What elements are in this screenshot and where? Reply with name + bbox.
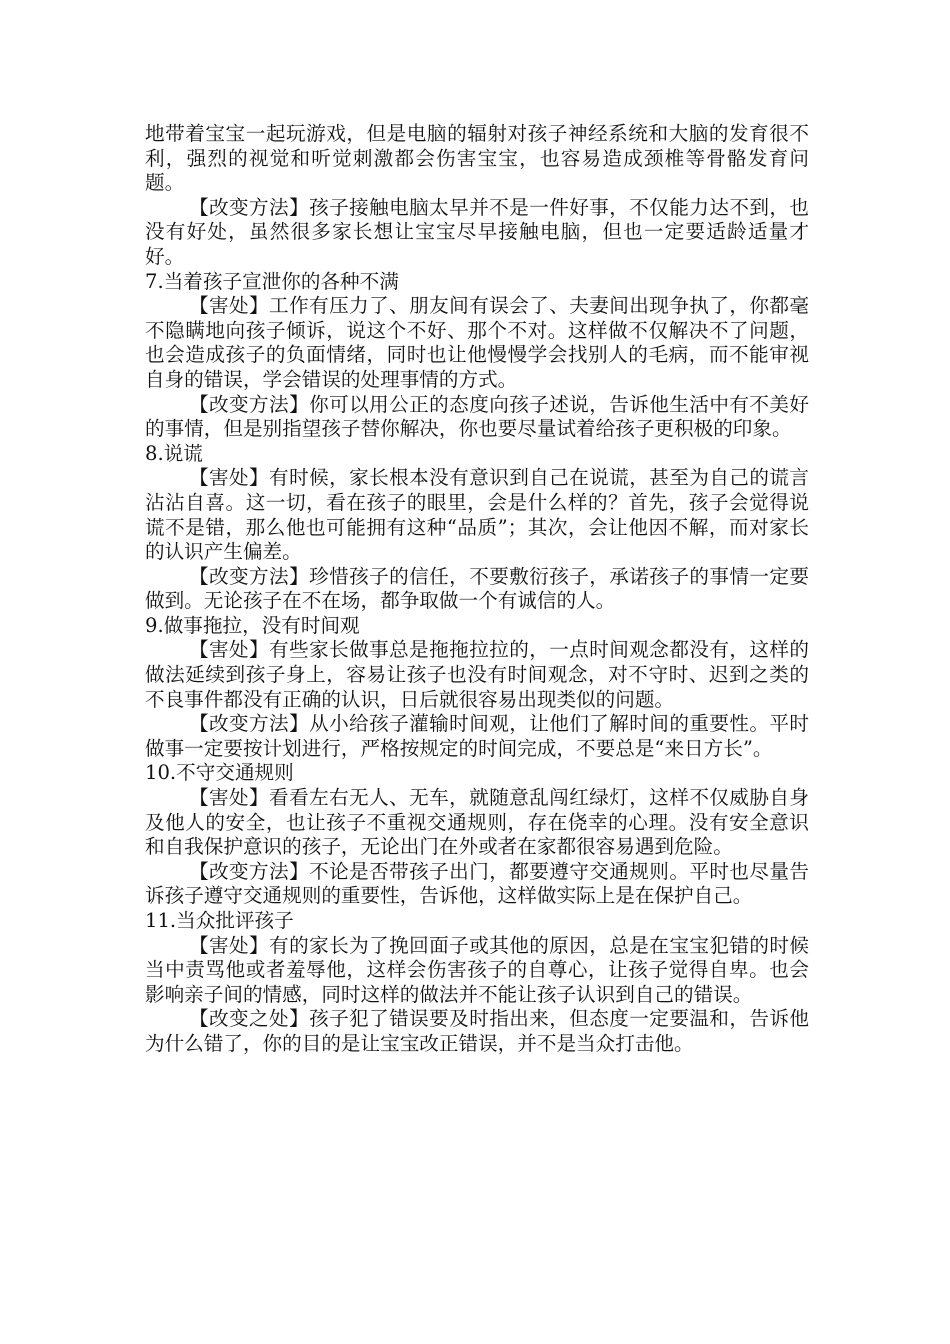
paragraph-change-method: 【改变方法】从小给孩子灌输时间观，让他们了解时间的重要性。平时做事一定要按计划进行，严格按规定的时间完成，不要总是“来日方长”。 — [145, 712, 809, 760]
paragraph-harm: 【害处】有的家长为了挽回面子或其他的原因，总是在宝宝犯错的时候当中责骂他或者羞辱他，这样会伤害孩子的自尊心，让孩子觉得自卑。也会影响亲子间的情感，同时这样的做法并不能让孩子认识到自己的错误。 — [145, 933, 809, 1006]
section-heading: 10.不守交通规则 — [145, 761, 294, 785]
paragraph-continuation: 地带着宝宝一起玩游戏，但是电脑的辐射对孩子神经系统和大脑的发育很不利，强烈的视觉和听觉刺激都会伤害宝宝，也容易造成颈椎等骨骼发育问题。 — [145, 122, 809, 195]
paragraph-change-method: 【改变方法】你可以用公正的态度向孩子述说，告诉他生活中有不美好的事情，但是别指望孩子替你解决，你也要尽量试着给孩子更积极的印象。 — [145, 392, 809, 441]
paragraph-harm: 【害处】有些家长做事总是拖拖拉拉的，一点时间观念都没有，这样的做法延续到孩子身上，容易让孩子也没有时间观念，对不守时、迟到之类的不良事件都没有正确的认识，日后就很容易出现类似的问题。 — [145, 638, 809, 711]
paragraph-change-method: 【改变方法】珍惜孩子的信任，不要敷衍孩子，承诺孩子的事情一定要做到。无论孩子在不在场，都争取做一个有诚信的人。 — [145, 564, 809, 613]
paragraph-harm: 【害处】看看左右无人、无车，就随意乱闯红绿灯，这样不仅威胁自身及他人的安全，也让孩子不重视交通规则，存在侥幸的心理。没有安全意识和自我保护意识的孩子，无论出门在外或者在家都很容易遇到危险。 — [145, 786, 809, 859]
section-heading: 11.当众批评孩子 — [145, 909, 294, 932]
paragraph-change-method: 【改变之处】孩子犯了错误要及时指出来，但态度一定要温和，告诉他为什么错了，你的目的是让宝宝改正错误，并不是当众打击他。 — [145, 1007, 809, 1055]
document-page — [145, 122, 809, 1057]
section-heading: 7.当着孩子宣泄你的各种不满 — [145, 269, 399, 293]
section-heading: 8.说谎 — [145, 441, 203, 465]
section-heading: 9.做事拖拉，没有时间观 — [145, 613, 360, 637]
paragraph-harm: 【害处】工作有压力了、朋友间有误会了、夫妻间出现争执了，你都毫不隐瞒地向孩子倾诉，说这个不好、那个不对。这样做不仅解决不了问题，也会造成孩子的负面情绪，同时也让他慢慢学会找别人的毛病，而不能审视自身的错误，学会错误的处理事情的方式。 — [145, 294, 809, 391]
paragraph-change-method: 【改变方法】不论是否带孩子出门，都要遵守交通规则。平时也尽量告诉孩子遵守交通规则的重要性，告诉他，这样做实际上是在保护自己。 — [145, 859, 809, 908]
paragraph-change-method: 【改变方法】孩子接触电脑太早并不是一件好事，不仅能力达不到，也没有好处，虽然很多家长想让宝宝尽早接触电脑，但也一定要适龄适量才好。 — [145, 195, 809, 268]
paragraph-harm: 【害处】有时候，家长根本没有意识到自己在说谎，甚至为自己的谎言沾沾自喜。这一切，看在孩子的眼里，会是什么样的？首先，孩子会觉得说谎不是错，那么他也可能拥有这种“品质”；其次，会让他因不解，而对家长的认识产生偏差。 — [145, 466, 809, 564]
